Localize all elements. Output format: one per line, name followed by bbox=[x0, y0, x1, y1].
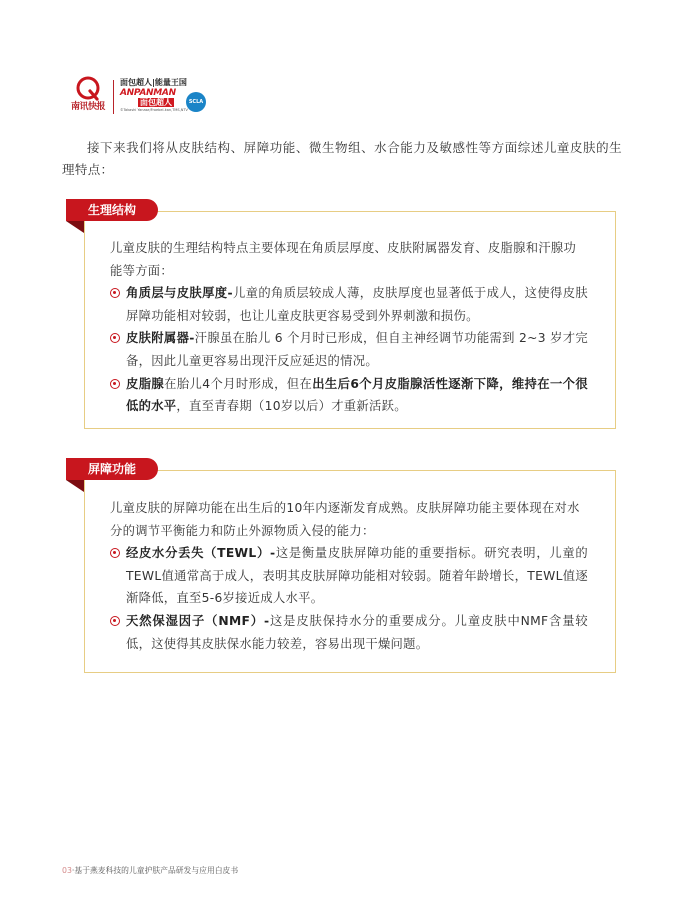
page-number: 03 bbox=[62, 866, 72, 875]
bullet-term: 角质层与皮肤厚度- bbox=[126, 286, 233, 301]
section-body bbox=[110, 237, 588, 418]
section-tab bbox=[66, 199, 158, 221]
target-bullet-icon bbox=[110, 548, 120, 558]
brand-wordmark: ANPANMAN bbox=[120, 88, 176, 98]
logo-divider bbox=[113, 80, 114, 114]
section-tab-fold bbox=[66, 221, 84, 233]
target-bullet-icon bbox=[110, 616, 120, 626]
header-logos bbox=[68, 76, 228, 116]
bullet-text: 汗腺虽在胎儿 6 个月时已形成，但自主神经调节功能需到 2~3 岁才完备，因此儿童更容易出现汗反应延迟的情况。 bbox=[126, 331, 588, 368]
bullet-text-tail: ，直至青春期（10岁以后）才重新活跃。 bbox=[176, 399, 407, 414]
nanxun-logo-text: 南讯快报 bbox=[70, 102, 105, 112]
list-item bbox=[110, 282, 588, 327]
target-bullet-icon bbox=[110, 379, 120, 389]
page-footer bbox=[62, 866, 238, 876]
bullet-emphasis: 出生后6个月皮脂腺活性逐渐下降，维持在一个很低的水平 bbox=[126, 376, 588, 414]
target-bullet-icon bbox=[110, 288, 120, 298]
footer-title: ·基于燕麦科技的儿童护肤产品研发与应用白皮书 bbox=[71, 866, 239, 875]
section-title: 屏障功能 bbox=[88, 462, 137, 476]
bullet-text: 这是皮肤保持水分的重要成分。儿童皮肤中NMF含量较低，这使得其皮肤保水能力较差，容易出现干燥问题。 bbox=[126, 613, 588, 651]
section-lead: 儿童皮肤的屏障功能在出生后的10年内逐渐发育成熟。皮肤屏障功能主要体现在对水分的调节平衡能力和防止外源物质入侵的能力： bbox=[110, 501, 580, 538]
section-tab bbox=[66, 458, 158, 480]
bullet-text: 儿童的角质层较成人薄，皮肤厚度也显著低于成人，这使得皮肤屏障功能相对较弱，也让儿童皮肤更容易受到外界刺激和损伤。 bbox=[126, 286, 588, 323]
brand-copyright: ©Takashi Yanase/Froebel-kan,TMS,NTV bbox=[120, 108, 188, 112]
nanxun-logo bbox=[68, 76, 108, 116]
bullet-term: 经皮水分丢失（TEWL）- bbox=[126, 546, 276, 561]
section-barrier-function bbox=[66, 458, 616, 674]
list-item bbox=[110, 610, 588, 655]
section-tab-fold bbox=[66, 480, 84, 492]
brand-slogan: 面包超人|能量王国 bbox=[120, 78, 187, 87]
intro-paragraph: 接下来我们将从皮肤结构、屏障功能、微生物组、水合能力及敏感性等方面综述儿童皮肤的生理特点： bbox=[62, 140, 622, 177]
list-item bbox=[110, 542, 588, 610]
anpanman-logo bbox=[120, 78, 220, 116]
scla-seal-icon: SCLA bbox=[186, 92, 206, 112]
section-physiological-structure bbox=[66, 199, 616, 430]
bullet-text: 在胎儿4个月时形成，但在 bbox=[164, 376, 313, 391]
bullet-term: 天然保湿因子（NMF）- bbox=[126, 613, 270, 628]
q-logo-icon bbox=[75, 76, 101, 102]
bullet-term: 皮肤附属器- bbox=[126, 331, 195, 346]
brand-chinese-name: 面包超人 bbox=[140, 98, 172, 107]
list-item bbox=[110, 327, 588, 372]
target-bullet-icon bbox=[110, 333, 120, 343]
bullet-text: 这是衡量皮肤屏障功能的重要指标。研究表明，儿童的TEWL值通常高于成人，表明其皮肤屏障功能相对较弱。随着年龄增长，TEWL值逐渐降低，直至5-6岁接近成人水平。 bbox=[126, 546, 588, 606]
bullet-term: 皮脂腺 bbox=[126, 376, 165, 391]
section-lead: 儿童皮肤的生理结构特点主要体现在角质层厚度、皮肤附属器发育、皮脂腺和汗腺功能等方面： bbox=[110, 241, 577, 278]
section-title: 生理结构 bbox=[88, 203, 137, 217]
list-item bbox=[110, 373, 588, 418]
section-body bbox=[110, 497, 588, 655]
